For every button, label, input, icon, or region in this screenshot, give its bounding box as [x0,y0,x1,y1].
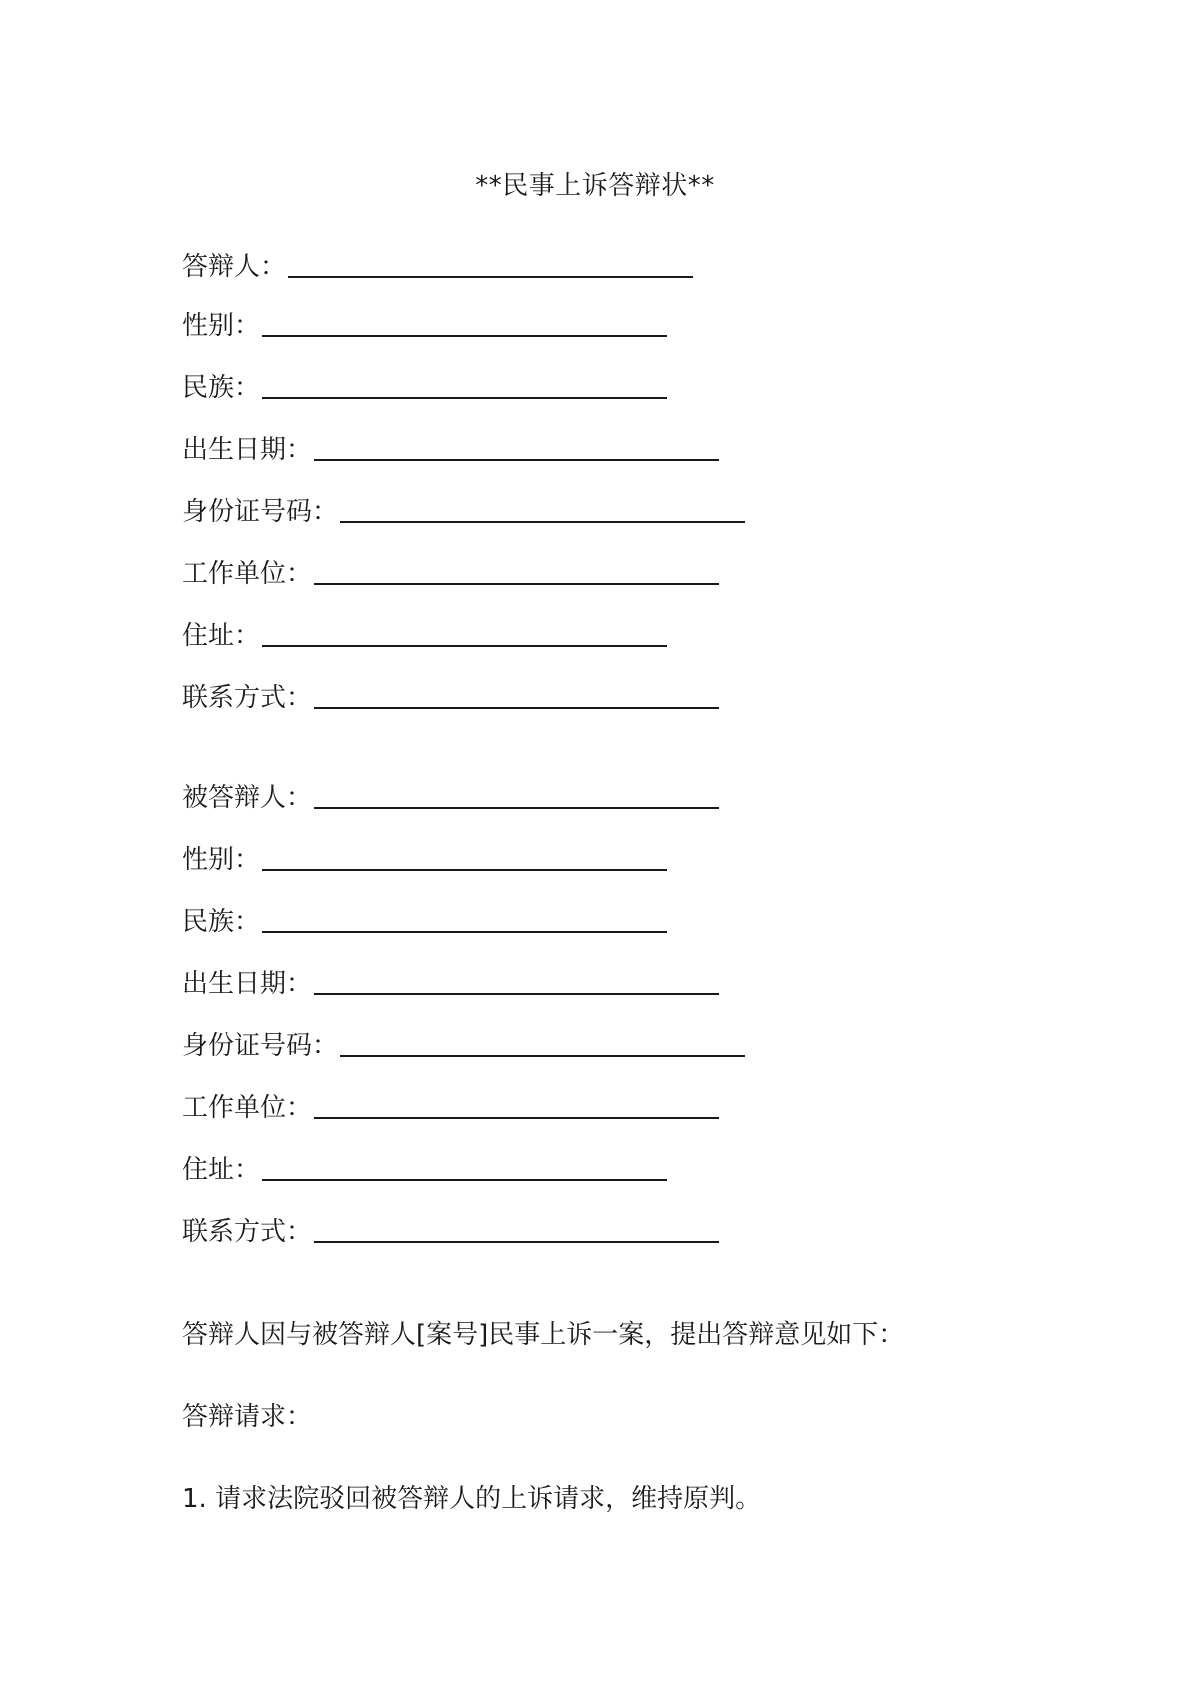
intro-paragraph: 答辩人因与被答辩人[案号]民事上诉一案，提出答辩意见如下： [182,1320,905,1350]
fill-in-blank[interactable] [340,1055,745,1057]
field-label: 住址： [182,1155,261,1185]
fill-in-blank[interactable] [314,807,719,809]
fill-in-blank[interactable] [314,1241,719,1243]
field-label: 出生日期： [182,969,313,999]
fill-in-blank[interactable] [314,459,719,461]
field-label: 工作单位： [182,1093,313,1123]
field-label: 民族： [182,907,261,937]
fill-in-blank[interactable] [262,645,667,647]
appellee-id-number-field [182,1028,745,1064]
respondent-address-field [182,618,667,654]
field-label: 联系方式： [182,1217,313,1247]
appellee-employer-field [182,1090,719,1126]
document-title: **民事上诉答辩状** [475,171,715,201]
respondent-name-field [182,249,693,285]
fill-in-blank[interactable] [288,276,693,278]
field-label: 身份证号码： [182,1031,339,1061]
field-label: 性别： [182,845,261,875]
appellee-birthdate-field [182,966,719,1002]
fill-in-blank[interactable] [262,397,667,399]
request-item: 1. 请求法院驳回被答辩人的上诉请求，维持原判。 [182,1484,762,1514]
field-label: 出生日期： [182,435,313,465]
respondent-birthdate-field [182,432,719,468]
appellee-ethnicity-field [182,904,667,940]
appellee-address-field [182,1152,667,1188]
respondent-ethnicity-field [182,370,667,406]
respondent-employer-field [182,556,719,592]
fill-in-blank[interactable] [340,521,745,523]
field-label: 性别： [182,311,261,341]
field-label: 被答辩人： [182,783,313,813]
fill-in-blank[interactable] [262,335,667,337]
respondent-id-number-field [182,494,745,530]
field-label: 住址： [182,621,261,651]
fill-in-blank[interactable] [262,869,667,871]
respondent-gender-field [182,308,667,344]
fill-in-blank[interactable] [314,1117,719,1119]
field-label: 身份证号码： [182,497,339,527]
appellee-name-field [182,780,719,816]
fill-in-blank[interactable] [314,583,719,585]
field-label: 联系方式： [182,683,313,713]
respondent-contact-field [182,680,719,716]
field-label: 民族： [182,373,261,403]
fill-in-blank[interactable] [262,931,667,933]
field-label: 工作单位： [182,559,313,589]
appellee-gender-field [182,842,667,878]
requests-heading: 答辩请求： [182,1402,313,1432]
fill-in-blank[interactable] [314,993,719,995]
fill-in-blank[interactable] [262,1179,667,1181]
fill-in-blank[interactable] [314,707,719,709]
appellee-contact-field [182,1214,719,1250]
field-label: 答辩人： [182,252,287,282]
